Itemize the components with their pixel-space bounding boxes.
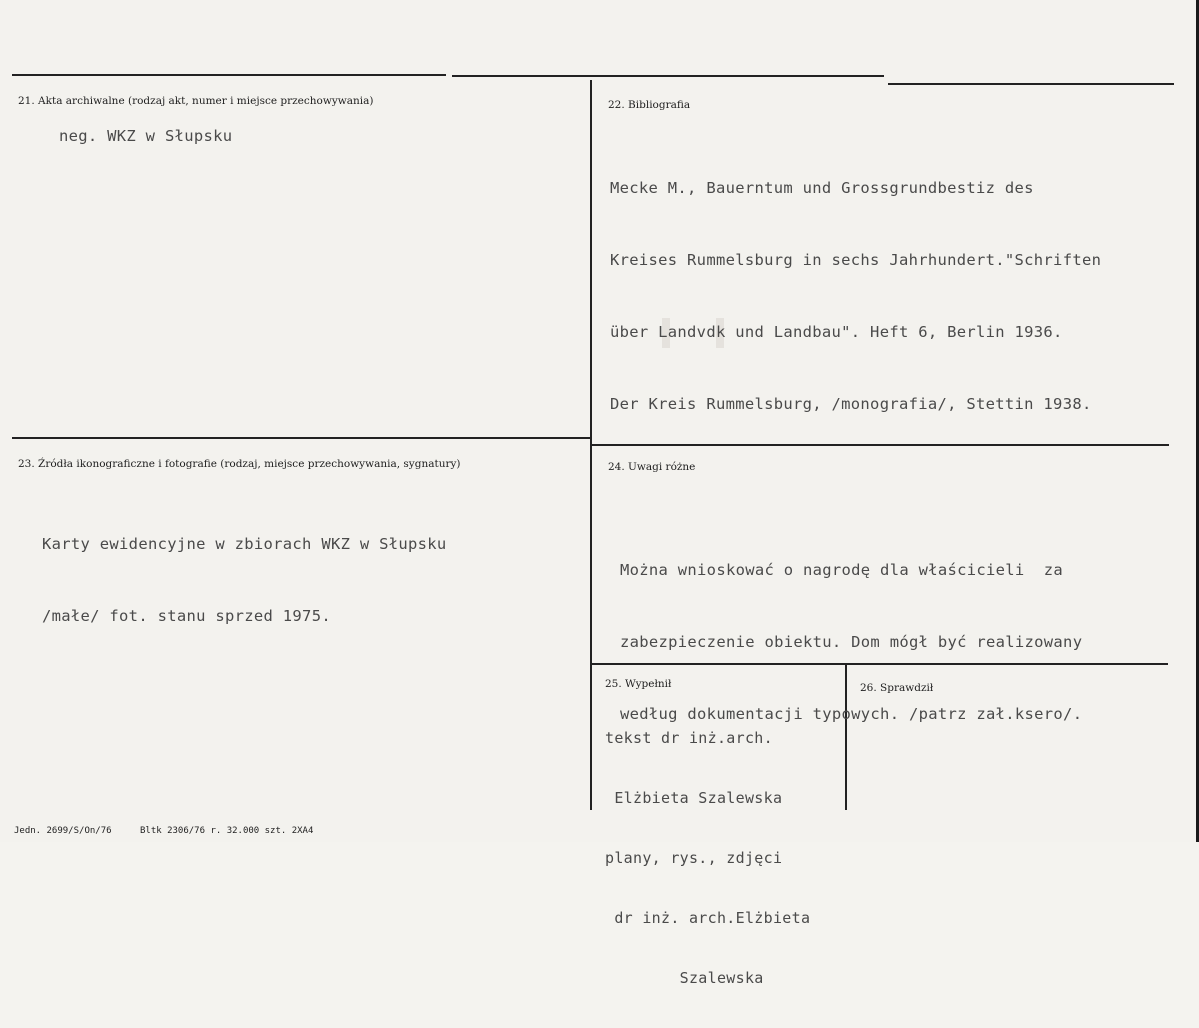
remarks-line: według dokumentacji typowych. /patrz zał.ksero/. xyxy=(620,705,1083,723)
sources-line: Karty ewidencyjne w zbiorach WKZ w Słupsku xyxy=(42,535,447,553)
section-26-label: 26. Sprawdził xyxy=(860,682,934,694)
bibliography-line: über Landvdk und Landbau". Heft 6, Berlin 1936. xyxy=(610,323,1063,341)
footer-print-run: Bltk 2306/76 r. 32.000 szt. 2XA4 xyxy=(140,826,314,836)
remarks-line: Można wnioskować o nagrodę dla właścicieli za xyxy=(620,561,1064,579)
section-22-label: 22. Bibliografia xyxy=(608,99,691,111)
section-21-label: 21. Akta archiwalne (rodzaj akt, numer i miejsce przechowywania) xyxy=(18,95,374,107)
top-rule xyxy=(12,74,446,76)
section-25-label: 25. Wypełnił xyxy=(605,678,672,690)
section-25-text xyxy=(605,688,810,1028)
footer-print-code: Jedn. 2699/S/On/76 xyxy=(14,826,112,836)
sources-line: /małe/ fot. stanu sprzed 1975. xyxy=(42,607,331,625)
middle-rule-left xyxy=(12,437,590,439)
bibliography-line: Kreises Rummelsburg in sechs Jahrhundert."Schriften xyxy=(610,251,1102,269)
author-line: tekst dr inż.arch. xyxy=(605,729,773,747)
bibliography-line: Mecke M., Bauerntum und Grossgrundbestiz des xyxy=(610,179,1034,197)
section-21-text: neg. WKZ w Słupsku xyxy=(59,127,233,145)
top-rule xyxy=(452,75,884,77)
author-line: Szalewska xyxy=(605,969,764,987)
author-line: Elżbieta Szalewska xyxy=(605,789,783,807)
section-23-text xyxy=(42,484,447,676)
author-line: plany, rys., zdjęci xyxy=(605,849,783,867)
center-divider xyxy=(590,80,592,810)
section-23-label: 23. Źródła ikonograficzne i fotografie (rodzaj, miejsce przechowywania, sygnatury) xyxy=(18,458,461,470)
author-line: dr inż. arch.Elżbieta xyxy=(605,909,811,927)
remarks-line: zabezpieczenie obiektu. Dom mógł być realizowany xyxy=(620,633,1083,651)
section-24-label: 24. Uwagi różne xyxy=(608,461,696,473)
top-rule xyxy=(888,83,1174,85)
bibliography-line: Der Kreis Rummelsburg, /monografia/, Stettin 1938. xyxy=(610,395,1092,413)
section-22-text xyxy=(610,128,1101,464)
